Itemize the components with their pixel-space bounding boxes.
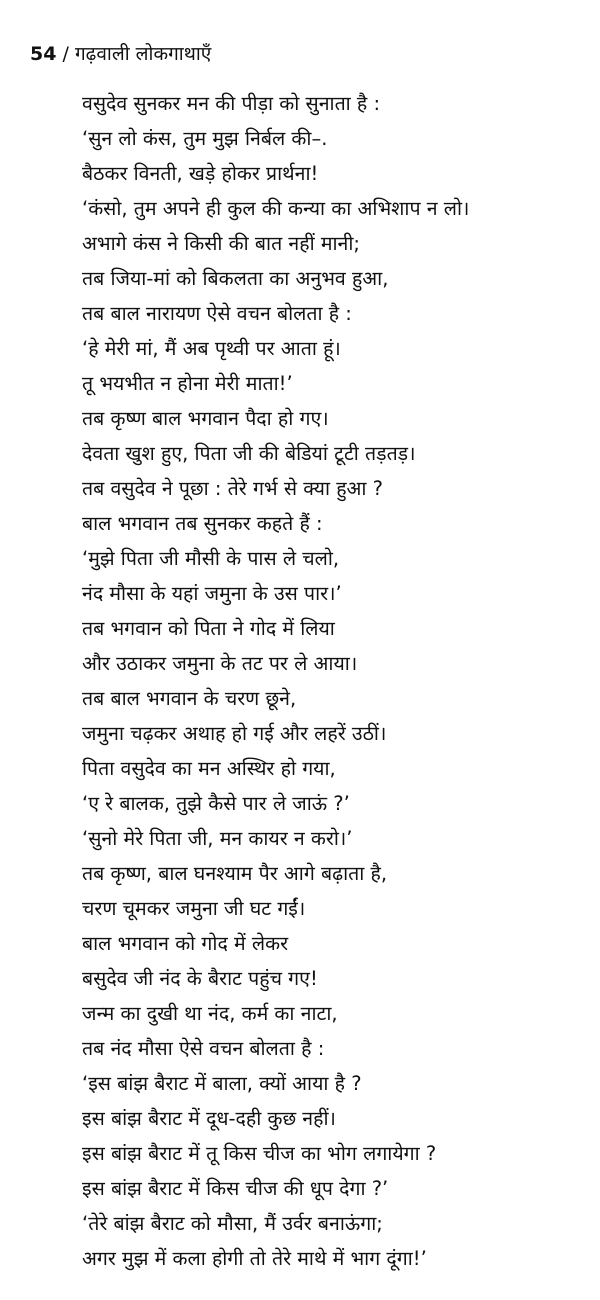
verse-line: ‘हे मेरी मां, मैं अब पृथ्वी पर आता हूं। [82, 337, 341, 360]
verse-line: बाल भगवान तब सुनकर कहते हैं : [82, 512, 323, 535]
verse-line: तब वसुदेव ने पूछा : तेरे गर्भ से क्या हुआ ? [82, 477, 384, 500]
verse-line: तब कृष्ण बाल भगवान पैदा हो गए। [82, 407, 329, 430]
header-separator: / [62, 43, 69, 65]
verse-line: तब बाल भगवान के चरण छूने, [82, 687, 297, 710]
verse-line: ‘ए रे बालक, तुझे कैसे पार ले जाऊं ?’ [82, 792, 350, 815]
verse-text [82, 86, 592, 1276]
verse-line: तब जिया-मां को बिकलता का अनुभव हुआ, [82, 267, 389, 290]
verse-line: ‘सुन लो कंस, तुम मुझ निर्बल की–. [82, 127, 328, 150]
verse-line: इस बांझ बैराट में दूध-दही कुछ नहीं। [82, 1107, 336, 1130]
verse-line: चरण चूमकर जमुना जी घट गईं। [82, 897, 306, 920]
page-number: 54 [30, 43, 57, 65]
verse-line: अगर मुझ में कला होगी तो तेरे माथे में भाग दूंगा!’ [82, 1247, 427, 1270]
verse-line: तू भयभीत न होना मेरी माता!’ [82, 372, 293, 395]
verse-line: इस बांझ बैराट में तू किस चीज का भोग लगायेगा ? [82, 1142, 437, 1165]
verse-line: देवता खुश हुए, पिता जी की बेडियां टूटी तड़तड़। [82, 442, 416, 465]
verse-line: और उठाकर जमुना के तट पर ले आया। [82, 652, 358, 675]
verse-line: जन्म का दुखी था नंद, कर्म का नाटा, [82, 1002, 338, 1025]
verse-line: तब नंद मौसा ऐसे वचन बोलता है : [82, 1037, 325, 1060]
verse-line: तब कृष्ण, बाल घनश्याम पैर आगे बढ़ाता है, [82, 862, 388, 885]
verse-line: नंद मौसा के यहां जमुना के उस पार।’ [82, 582, 342, 605]
verse-line: जमुना चढ़कर अथाह हो गई और लहरें उठीं। [82, 722, 387, 745]
verse-line: अभागे कंस ने किसी की बात नहीं मानी; [82, 232, 360, 255]
verse-line: ‘कंसो, तुम अपने ही कुल की कन्या का अभिशाप न लो। [82, 197, 470, 220]
verse-line: बाल भगवान को गोद में लेकर [82, 932, 289, 955]
book-title: गढ़वाली लोकगाथाएँ [74, 43, 212, 65]
verse-line: पिता वसुदेव का मन अस्थिर हो गया, [82, 757, 336, 780]
verse-line: तब बाल नारायण ऐसे वचन बोलता है : [82, 302, 352, 325]
verse-line: ‘सुनो मेरे पिता जी, मन कायर न करो।’ [82, 827, 353, 850]
verse-line: ‘मुझे पिता जी मौसी के पास ले चलो, [82, 547, 340, 570]
verse-line: ‘इस बांझ बैराट में बाला, क्यों आया है ? [82, 1072, 362, 1095]
verse-line: इस बांझ बैराट में किस चीज की धूप देगा ?’ [82, 1177, 389, 1200]
verse-line: बैठकर विनती, खड़े होकर प्रार्थना! [82, 162, 319, 185]
verse-line: ‘तेरे बांझ बैराट को मौसा, मैं उर्वर बनाऊंगा; [82, 1212, 383, 1235]
verse-line: तब भगवान को पिता ने गोद में लिया [82, 617, 335, 640]
verse-line: बसुदेव जी नंद के बैराट पहुंच गए! [82, 967, 318, 990]
verse-line: वसुदेव सुनकर मन की पीड़ा को सुनाता है : [82, 92, 381, 115]
page-header [30, 40, 211, 68]
